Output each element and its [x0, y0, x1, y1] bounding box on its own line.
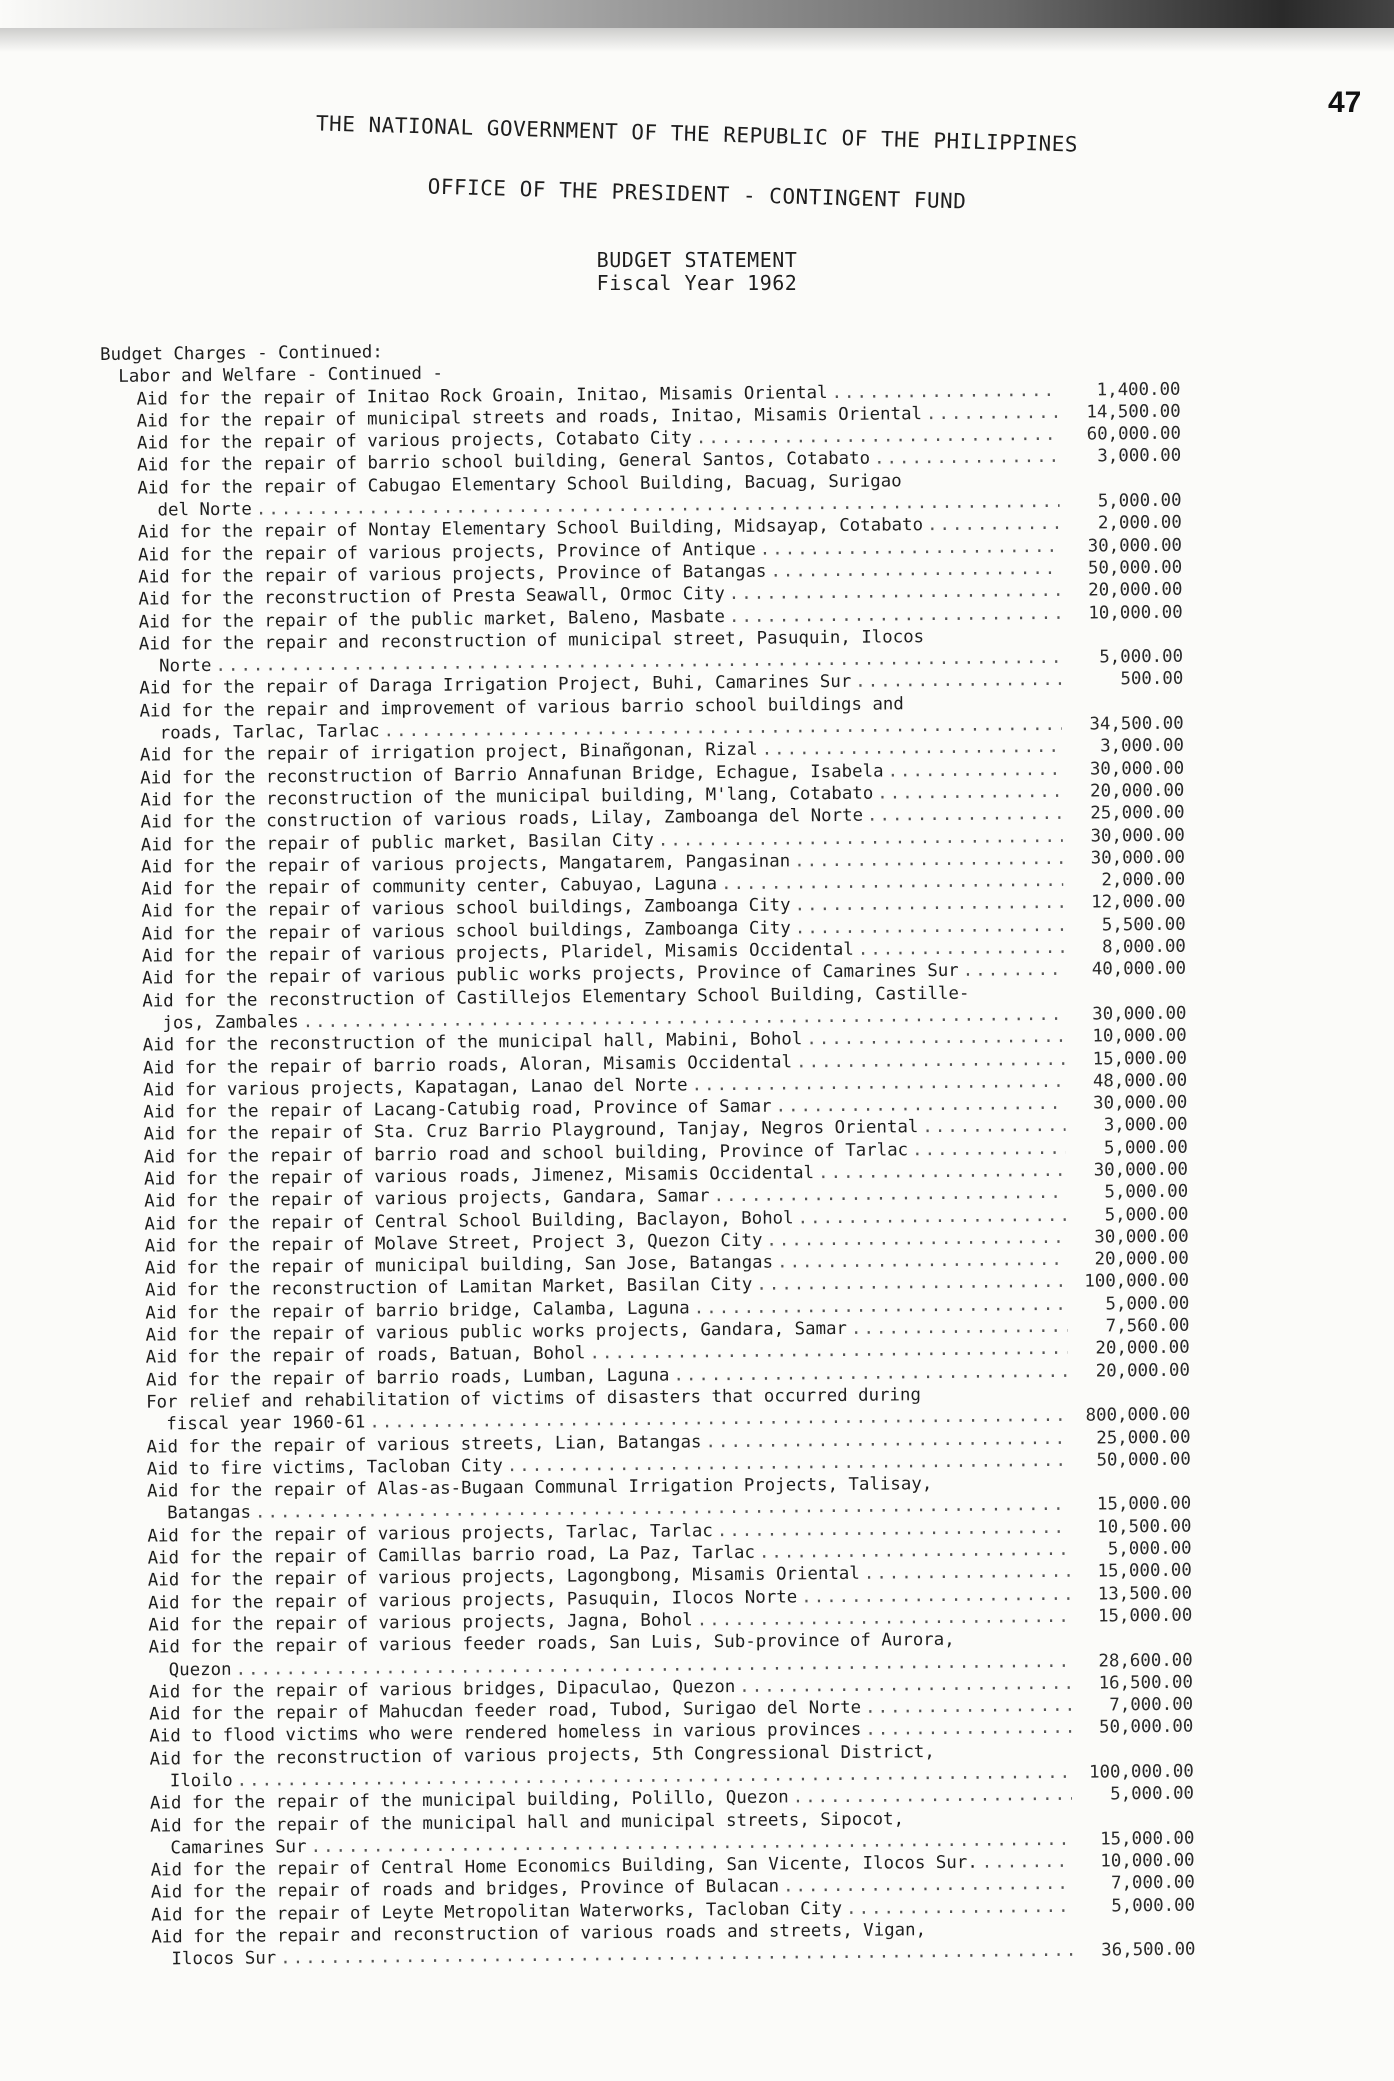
entry-amount: 10,000.00 — [1100, 1850, 1195, 1872]
entry-amount: 500.00 — [1120, 669, 1184, 690]
dot-leader — [783, 1873, 1073, 1898]
entry-description: Batangas — [167, 1503, 252, 1524]
dot-leader — [864, 1561, 1070, 1585]
entry-description: Aid for the repair of various projects, Mangatarem, Pangasinan — [140, 851, 791, 878]
dot-leader — [963, 959, 1065, 982]
entry-description: Aid for the repair of various public works projects, Province of Camarines Sur — [142, 961, 959, 989]
dot-leader — [831, 379, 1058, 403]
entry-amount: 7,000.00 — [1110, 1873, 1195, 1894]
entry-amount: 30,000.00 — [1090, 847, 1186, 869]
dot-leader — [756, 1271, 1067, 1296]
entry-amount: 13,500.00 — [1097, 1583, 1193, 1605]
dot-leader — [697, 1606, 1071, 1632]
entry-description: Aid for the repair and improvement of various barrio school buildings and — [139, 694, 904, 722]
entry-amount: 5,000.00 — [1110, 1783, 1195, 1805]
entry-amount: 5,500.00 — [1101, 914, 1186, 936]
entry-amount: 5,000.00 — [1105, 1293, 1190, 1315]
entry-amount: 50,000.00 — [1096, 1449, 1191, 1471]
entry-amount: 30,000.00 — [1094, 1226, 1189, 1248]
entry-description: Aid for the reconstruction of Castillejos Elementary School Building, Castille- — [142, 983, 970, 1012]
entry-description: Aid for the repair of barrio roads, Lumban, Laguna — [145, 1365, 670, 1391]
entry-amount: 20,000.00 — [1090, 780, 1185, 802]
entry-description: Aid for the reconstruction of Presta Seawall, Ormoc City — [138, 584, 725, 610]
dot-leader — [858, 937, 1064, 961]
entry-amount: 20,000.00 — [1095, 1337, 1190, 1359]
entry-amount: 28,600.00 — [1098, 1650, 1193, 1671]
entry-description: Aid for the repair of various feeder roads, San Luis, Sub-province of Aurora, — [148, 1630, 955, 1658]
entry-amount: 15,000.00 — [1092, 1048, 1188, 1070]
dot-leader — [865, 1717, 1071, 1741]
entry-amount: 10,000.00 — [1092, 1025, 1187, 1047]
entry-description: Aid for the repair of the municipal building, Polillo, Quezon — [149, 1787, 789, 1814]
entry-amount: 15,000.00 — [1097, 1560, 1192, 1582]
entry-description: Aid for the repair of Alas-as-Bugaan Communal Irrigation Projects, Talisay, — [146, 1474, 933, 1502]
dot-leader — [912, 1137, 1066, 1161]
entry-amount: 100,000.00 — [1088, 1761, 1194, 1783]
entry-description: Ilocos Sur — [171, 1948, 277, 1970]
entry-description: Camarines Sur — [170, 1836, 307, 1859]
entry-description: Aid for the repair of Initao Rock Groain, Initao, Misamis Oriental — [136, 382, 828, 410]
entry-description: Aid for the repair and reconstruction of municipal street, Pasuquin, Ilocos — [138, 626, 925, 655]
dot-leader — [818, 1160, 1066, 1185]
entry-amount: 15,000.00 — [1100, 1828, 1195, 1850]
entry-description: jos, Zambales — [162, 1012, 299, 1034]
entry-amount: 3,000.00 — [1100, 735, 1185, 757]
entry-description: Aid for the repair of roads and bridges, Province of Bulacan — [150, 1877, 780, 1904]
entry-amount: 5,000.00 — [1107, 1538, 1192, 1560]
dot-leader — [846, 1896, 1073, 1920]
entry-description: del Norte — [157, 499, 252, 521]
entry-description: Aid for the repair of Daraga Irrigation Project, Buhi, Camarines Sur — [139, 672, 852, 700]
dot-leader — [806, 1026, 1065, 1051]
entry-description: Aid for the reconstruction of the municipal building, M'lang, Cotabato — [140, 783, 874, 811]
dot-leader — [797, 1204, 1066, 1229]
entry-description: Aid for the repair of various streets, Lian, Batangas — [146, 1431, 702, 1458]
dot-leader — [673, 1360, 1068, 1386]
entry-description: Aid for the repair of roads, Batuan, Bohol — [145, 1343, 586, 1368]
entry-description: Aid for the repair of Camillas barrio road, La Paz, Tarlac — [147, 1542, 755, 1569]
dot-leader — [801, 1583, 1070, 1608]
dot-leader — [770, 558, 1060, 583]
entry-description: Aid for the repair of barrio road and school building, Province of Tarlac — [143, 1139, 909, 1168]
entry-amount: 7,000.00 — [1109, 1694, 1194, 1716]
entry-description: Aid for the repair of various projects, Lagongbong, Misamis Oriental — [147, 1564, 860, 1591]
entry-description: Aid for the repair of various projects, Plaridel, Misamis Occidental — [141, 939, 854, 967]
entry-amount: 60,000.00 — [1086, 423, 1182, 445]
dot-leader — [793, 1784, 1073, 1809]
entry-amount: 800,000.00 — [1085, 1404, 1191, 1426]
entry-description: Aid for the repair of various school buildings, Zamboanga City — [141, 895, 791, 923]
dot-leader — [927, 513, 1060, 537]
entry-amount: 30,000.00 — [1087, 535, 1183, 557]
entry-description: Aid for the repair of various projects, Gandara, Samar — [144, 1186, 710, 1212]
entry-amount: 20,000.00 — [1088, 579, 1183, 601]
fiscal-year: Fiscal Year 1962 — [596, 271, 798, 295]
dot-leader — [775, 1093, 1065, 1118]
dot-leader — [721, 870, 1063, 896]
subsection-heading: Labor and Welfare - Continued - — [118, 364, 443, 388]
entry-amount: 5,000.00 — [1104, 1204, 1189, 1225]
entry-description: fiscal year 1960-61 — [166, 1412, 366, 1435]
dot-leader — [759, 1539, 1070, 1564]
section-heading: Budget Charges - Continued: — [100, 342, 383, 365]
entry-amount: 3,000.00 — [1097, 446, 1182, 467]
dot-leader — [867, 803, 1063, 827]
entry-amount: 20,000.00 — [1095, 1360, 1190, 1382]
dot-leader — [766, 1227, 1066, 1252]
entry-amount: 2,000.00 — [1101, 869, 1186, 891]
entry-description: Aid for the repair and reconstruction of various roads and streets, Vigan, — [151, 1920, 927, 1948]
entry-amount: 12,000.00 — [1091, 892, 1186, 913]
dot-leader — [887, 758, 1062, 782]
entry-amount: 48,000.00 — [1092, 1070, 1188, 1092]
entry-amount: 10,500.00 — [1097, 1516, 1192, 1538]
entry-amount: 5,000.00 — [1097, 490, 1182, 512]
entry-description: Aid for the repair of barrio roads, Aloran, Misamis Occidental — [142, 1051, 793, 1079]
entry-amount: 5,000.00 — [1103, 1137, 1188, 1159]
entry-description: Aid for the repair of various projects, Province of Batangas — [138, 561, 767, 588]
dot-leader — [877, 781, 1062, 805]
entry-amount: 25,000.00 — [1096, 1427, 1191, 1449]
entry-description: Aid for the repair of Sta. Cruz Barrio Playground, Tanjay, Negros Oriental — [143, 1117, 919, 1146]
entry-amount: 34,500.00 — [1089, 713, 1184, 735]
entry-amount: 30,000.00 — [1093, 1159, 1189, 1181]
entry-description: Aid to fire victims, Tacloban City — [146, 1456, 503, 1480]
dot-leader — [760, 535, 1060, 560]
entry-description: Aid for the repair of various school buildings, Zamboanga City — [141, 918, 791, 945]
entry-description: Aid for the repair of various projects, Tarlac, Tarlac — [147, 1520, 713, 1547]
entry-amount: 5,000.00 — [1099, 646, 1184, 668]
entry-description: Aid for various projects, Kapatagan, Lanao del Norte — [143, 1075, 688, 1101]
entry-amount: 8,000.00 — [1101, 936, 1186, 958]
dot-leader — [855, 669, 1061, 693]
dot-leader — [851, 1316, 1068, 1340]
entry-description: Aid for the repair of barrio bridge, Calamba, Laguna — [145, 1298, 690, 1324]
entry-description: Aid for the repair of various public works projects, Gandara, Samar — [145, 1318, 848, 1346]
entry-amount: 15,000.00 — [1097, 1605, 1193, 1627]
entry-amount: 20,000.00 — [1094, 1248, 1189, 1270]
entry-amount: 7,560.00 — [1105, 1315, 1190, 1337]
entry-description: Aid for the repair of various projects, Province of Antique — [137, 539, 756, 566]
entry-description: Aid for the repair of the municipal hall and municipal streets, Sipocot, — [150, 1808, 905, 1837]
entry-description: Aid for the reconstruction of Barrio Annafunan Bridge, Echague, Isabela — [140, 761, 884, 789]
entry-description: Aid for the repair of the public market, Baleno, Masbate — [138, 606, 726, 633]
entry-description: Iloilo — [169, 1770, 233, 1792]
office-title: OFFICE OF THE PRESIDENT - CONTINGENT FUND — [427, 174, 967, 214]
dot-leader — [874, 446, 1059, 470]
entry-description: Aid for the reconstruction of Lamitan Market, Basilan City — [144, 1275, 753, 1302]
entry-description: Aid for the repair of various bridges, Dipaculao, Quezon — [148, 1676, 736, 1703]
dot-leader — [739, 1673, 1071, 1698]
entry-amount: 30,000.00 — [1093, 1092, 1188, 1114]
entry-description: Aid for the reconstruction of various projects, 5th Congressional District, — [149, 1741, 935, 1770]
dot-leader — [729, 580, 1061, 605]
entry-description: Norte — [159, 656, 212, 677]
entry-description: Aid for the repair of irrigation project, Binañgonan, Rizal — [139, 740, 758, 766]
entry-description: Aid for the repair of barrio school building, General Santos, Cotabato — [137, 449, 871, 477]
dot-leader — [795, 914, 1064, 939]
dot-leader — [762, 736, 1062, 761]
dot-leader — [865, 1695, 1071, 1719]
entry-description: Quezon — [168, 1659, 232, 1680]
entry-amount: 5,000.00 — [1104, 1181, 1189, 1203]
entry-description: Aid for the repair of municipal streets and roads, Initao, Misamis Oriental — [136, 404, 923, 432]
entry-amount: 25,000.00 — [1090, 802, 1185, 824]
entry-description: Aid for the construction of various roads, Lilay, Zamboanga del Norte — [140, 805, 864, 833]
dot-leader — [926, 402, 1059, 426]
entry-description: Aid to flood victims who were rendered homeless in various provinces — [149, 1720, 862, 1747]
entry-description: Aid for the repair of various projects, Cotabato City — [136, 428, 692, 454]
dot-leader — [794, 892, 1063, 917]
dot-leader — [777, 1249, 1067, 1274]
dot-leader — [796, 1048, 1065, 1073]
entry-amount: 36,500.00 — [1101, 1939, 1196, 1961]
scan-shadow — [0, 0, 1394, 28]
dot-leader — [982, 1851, 1073, 1874]
entry-description: Aid for the repair of Central Home Economics Building, San Vicente, Ilocos Sur. — [150, 1852, 978, 1881]
entry-description: Aid for the repair of various roads, Jimenez, Misamis Occidental — [143, 1163, 815, 1190]
entry-amount: 16,500.00 — [1098, 1672, 1193, 1694]
government-title: THE NATIONAL GOVERNMENT OF THE REPUBLIC OF THE PHILIPPINES — [315, 111, 1079, 157]
entry-amount: 3,000.00 — [1103, 1114, 1188, 1136]
entry-description: Aid for the repair of community center, Cabuyao, Laguna — [141, 874, 718, 900]
entry-description: Aid for the repair of various projects, Jagna, Bohol — [148, 1610, 693, 1636]
entry-amount: 50,000.00 — [1087, 557, 1183, 579]
entry-description: Aid for the repair of Leyte Metropolitan Waterworks, Tacloban City — [150, 1898, 843, 1926]
entry-description: Aid for the repair of municipal building, San Jose, Batangas — [144, 1252, 774, 1279]
entry-amount: 10,000.00 — [1088, 602, 1183, 624]
entry-amount: 30,000.00 — [1092, 1003, 1187, 1025]
entry-description: Aid for the repair of Central School Building, Baclayon, Bohol — [144, 1207, 794, 1235]
entry-description: roads, Tarlac, Tarlac — [159, 721, 380, 744]
dot-leader — [922, 1115, 1065, 1139]
entry-amount: 50,000.00 — [1098, 1716, 1194, 1738]
entry-description: Aid for the repair of Cabugao Elementary School Building, Bacuag, Surigao — [137, 471, 902, 499]
entry-amount: 30,000.00 — [1090, 825, 1185, 847]
entry-amount: 2,000.00 — [1097, 512, 1182, 534]
entry-description: Aid for the repair of Lacang-Catubig road, Province of Samar — [143, 1096, 772, 1123]
scan-shadow-fade — [0, 28, 1394, 52]
budget-table — [100, 334, 1196, 1972]
entry-amount: 30,000.00 — [1089, 758, 1185, 780]
dot-leader — [729, 602, 1061, 627]
entry-description: Aid for the repair of Mahucdan feeder road, Tubod, Surigao del Norte — [149, 1697, 862, 1725]
entry-description: Aid for the repair of Molave Street, Project 3, Quezon City — [144, 1230, 763, 1257]
entry-description: Aid for the repair of public market, Basilan City — [140, 830, 654, 856]
entry-amount: 14,500.00 — [1086, 401, 1181, 423]
dot-leader — [794, 848, 1063, 873]
statement-title: BUDGET STATEMENT — [596, 248, 798, 272]
entry-amount: 40,000.00 — [1091, 958, 1187, 980]
entry-description: Aid for the repair of various projects, Pasuquin, Ilocos Norte — [147, 1586, 798, 1614]
entry-amount: 15,000.00 — [1096, 1494, 1192, 1515]
entry-description: For relief and rehabilitation of victims of disasters that occurred during — [146, 1385, 922, 1413]
page-number: 47 — [1328, 86, 1362, 119]
entry-description: Aid for the repair of Nontay Elementary School Building, Midsayap, Cotabato — [137, 515, 924, 544]
entry-amount: 5,000.00 — [1111, 1895, 1196, 1917]
entry-amount: 100,000.00 — [1084, 1271, 1190, 1293]
entry-amount: 1,400.00 — [1096, 379, 1181, 401]
entry-description: Aid for the reconstruction of the municipal hall, Mabini, Bohol — [142, 1029, 803, 1056]
